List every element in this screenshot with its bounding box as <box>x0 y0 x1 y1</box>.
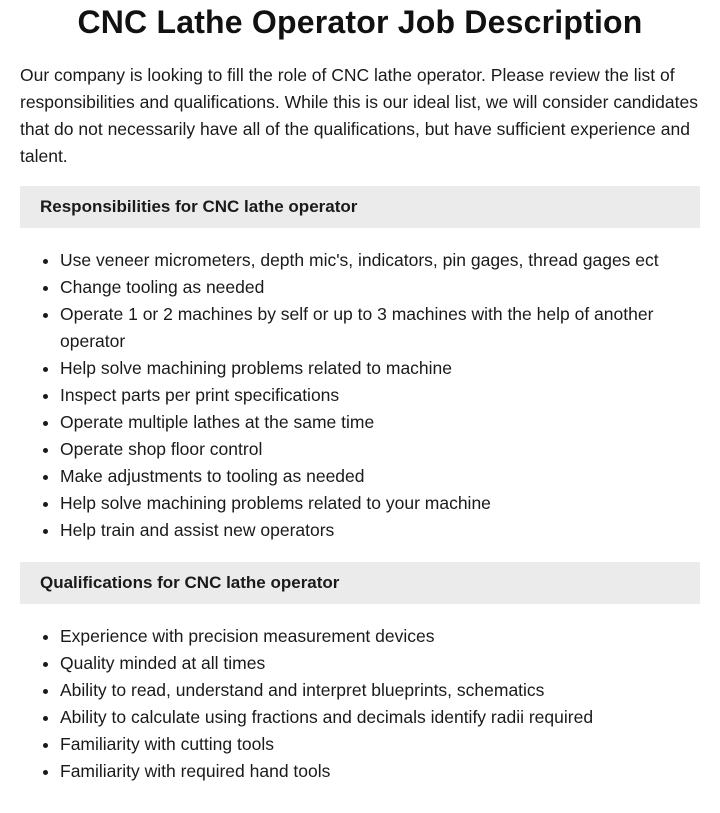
qualifications-list <box>20 623 700 785</box>
list-item: • Quality minded at all times <box>60 650 700 677</box>
responsibilities-list <box>20 247 700 544</box>
list-item: • Operate multiple lathes at the same time <box>60 409 700 436</box>
list-item: • Change tooling as needed <box>60 274 700 301</box>
list-item: • Help solve machining problems related to machine <box>60 355 700 382</box>
list-item: • Ability to read, understand and interpret blueprints, schematics <box>60 677 700 704</box>
list-item: • Help train and assist new operators <box>60 517 700 544</box>
list-item: • Familiarity with required hand tools <box>60 758 700 785</box>
qualifications-heading: Qualifications for CNC lathe operator <box>20 562 700 604</box>
responsibilities-heading: Responsibilities for CNC lathe operator <box>20 186 700 228</box>
list-item: • Inspect parts per print specifications <box>60 382 700 409</box>
list-item: • Operate shop floor control <box>60 436 700 463</box>
list-item: • Make adjustments to tooling as needed <box>60 463 700 490</box>
intro-paragraph: Our company is looking to fill the role of CNC lathe operator. Please review the list of responsibilities and qualifications. While this is our ideal list, we will consider candidates that do not necessarily have all of the qualifications, but have sufficient experience and talent. <box>20 65 698 166</box>
list-item: • Experience with precision measurement devices <box>60 623 700 650</box>
list-item: • Operate 1 or 2 machines by self or up to 3 machines with the help of another operator <box>60 301 700 355</box>
list-item: • Ability to calculate using fractions and decimals identify radii required <box>60 704 700 731</box>
list-item: • Use veneer micrometers, depth mic's, indicators, pin gages, thread gages ect <box>60 247 700 274</box>
list-item: • Familiarity with cutting tools <box>60 731 700 758</box>
list-item: • Help solve machining problems related to your machine <box>60 490 700 517</box>
page-title: CNC Lathe Operator Job Description <box>77 4 643 40</box>
